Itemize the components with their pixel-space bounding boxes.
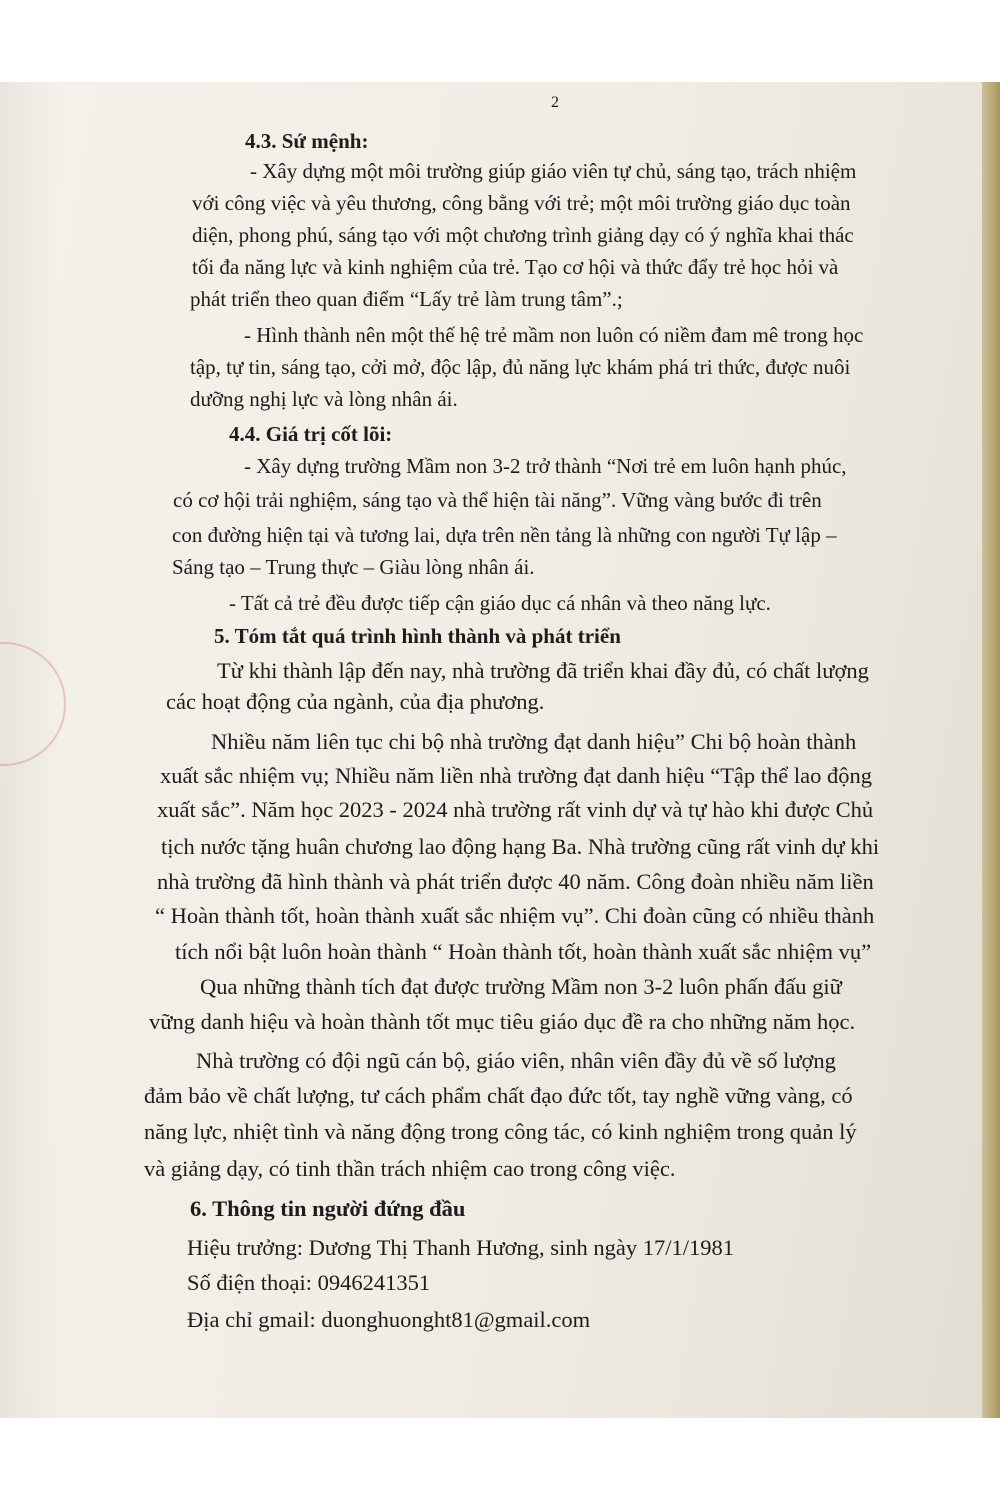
- email-line: Địa chỉ gmail: duonghuonght81@gmail.com: [187, 1307, 591, 1332]
- text-line: và giảng dạy, có tinh thần trách nhiệm cao trong công việc.: [144, 1156, 676, 1181]
- text-line: dưỡng nghị lực và lòng nhân ái.: [190, 387, 458, 411]
- text-line: - Xây dựng trường Mầm non 3-2 trở thành “Nơi trẻ em luôn hạnh phúc,: [244, 454, 847, 478]
- text-line: Nhà trường có đội ngũ cán bộ, giáo viên, nhân viên đầy đủ về số lượng: [196, 1048, 836, 1073]
- text-line: - Hình thành nên một thế hệ trẻ mầm non luôn có niềm đam mê trong học: [244, 323, 864, 347]
- text-line: Từ khi thành lập đến nay, nhà trường đã triển khai đầy đủ, có chất lượng: [217, 658, 869, 683]
- text-line: tập, tự tin, sáng tạo, cởi mở, độc lập, đủ năng lực khám phá tri thức, được nuôi: [190, 355, 851, 379]
- text-line: “ Hoàn thành tốt, hoàn thành xuất sắc nhiệm vụ”. Chi đoàn cũng có nhiều thành: [155, 903, 875, 928]
- text-line: phát triển theo quan điểm “Lấy trẻ làm trung tâm”.;: [190, 287, 623, 311]
- text-line: con đường hiện tại và tương lai, dựa trên nền tảng là những con người Tự lập –: [172, 523, 837, 547]
- phone-line: Số điện thoại: 0946241351: [187, 1270, 431, 1295]
- heading-5: 5. Tóm tắt quá trình hình thành và phát triển: [214, 624, 621, 648]
- text-line: nhà trường đã hình thành và phát triển được 40 năm. Công đoàn nhiều năm liền: [157, 869, 874, 894]
- text-line: - Tất cả trẻ đều được tiếp cận giáo dục cá nhân và theo năng lực.: [229, 591, 771, 615]
- text-line: Sáng tạo – Trung thực – Giàu lòng nhân ái.: [172, 555, 535, 579]
- text-line: tích nổi bật luôn hoàn thành “ Hoàn thành tốt, hoàn thành xuất sắc nhiệm vụ”: [175, 939, 872, 964]
- text-line: năng lực, nhiệt tình và năng động trong công tác, có kinh nghiệm trong quản lý: [144, 1119, 857, 1144]
- text-line: vững danh hiệu và hoàn thành tốt mục tiêu giáo dục đề ra cho những năm học.: [149, 1009, 856, 1034]
- text-line: tối đa năng lực và kinh nghiệm của trẻ. Tạo cơ hội và thức đẩy trẻ học hỏi và: [192, 255, 839, 279]
- text-line: - Xây dựng một môi trường giúp giáo viên tự chủ, sáng tạo, trách nhiệm: [250, 159, 857, 183]
- page-content: [0, 82, 1000, 1418]
- text-line: với công việc và yêu thương, công bằng với trẻ; một môi trường giáo dục toàn: [192, 191, 851, 215]
- heading-6: 6. Thông tin người đứng đầu: [190, 1196, 466, 1221]
- heading-4-4: 4.4. Giá trị cốt lõi:: [229, 422, 393, 446]
- photo-background-bottom: [0, 1418, 1000, 1500]
- document-page: [0, 82, 1000, 1418]
- text-line: diện, phong phú, sáng tạo với một chương trình giảng dạy có ý nghĩa khai thác: [192, 223, 854, 247]
- text-line: có cơ hội trải nghiệm, sáng tạo và thể hiện tài năng”. Vững vàng bước đi trên: [173, 488, 822, 512]
- photo-background-top: [0, 0, 1000, 82]
- text-line: xuất sắc”. Năm học 2023 - 2024 nhà trường rất vinh dự và tự hào khi được Chủ: [157, 797, 874, 822]
- text-line: Nhiều năm liên tục chi bộ nhà trường đạt danh hiệu” Chi bộ hoàn thành: [211, 729, 857, 754]
- text-line: đảm bảo về chất lượng, tư cách phẩm chất đạo đức tốt, tay nghề vững vàng, có: [144, 1083, 853, 1108]
- text-line: Qua những thành tích đạt được trường Mầm non 3-2 luôn phấn đấu giữ: [200, 974, 842, 999]
- page-number: 2: [551, 94, 559, 111]
- text-line: tịch nước tặng huân chương lao động hạng Ba. Nhà trường cũng rất vinh dự khi: [161, 834, 880, 859]
- text-line: xuất sắc nhiệm vụ; Nhiều năm liền nhà trường đạt danh hiệu “Tập thể lao động: [160, 763, 873, 788]
- heading-4-3: 4.3. Sứ mệnh:: [245, 129, 369, 153]
- principal-line: Hiệu trưởng: Dương Thị Thanh Hương, sinh ngày 17/1/1981: [187, 1235, 735, 1260]
- text-line: các hoạt động của ngành, của địa phương.: [166, 689, 545, 714]
